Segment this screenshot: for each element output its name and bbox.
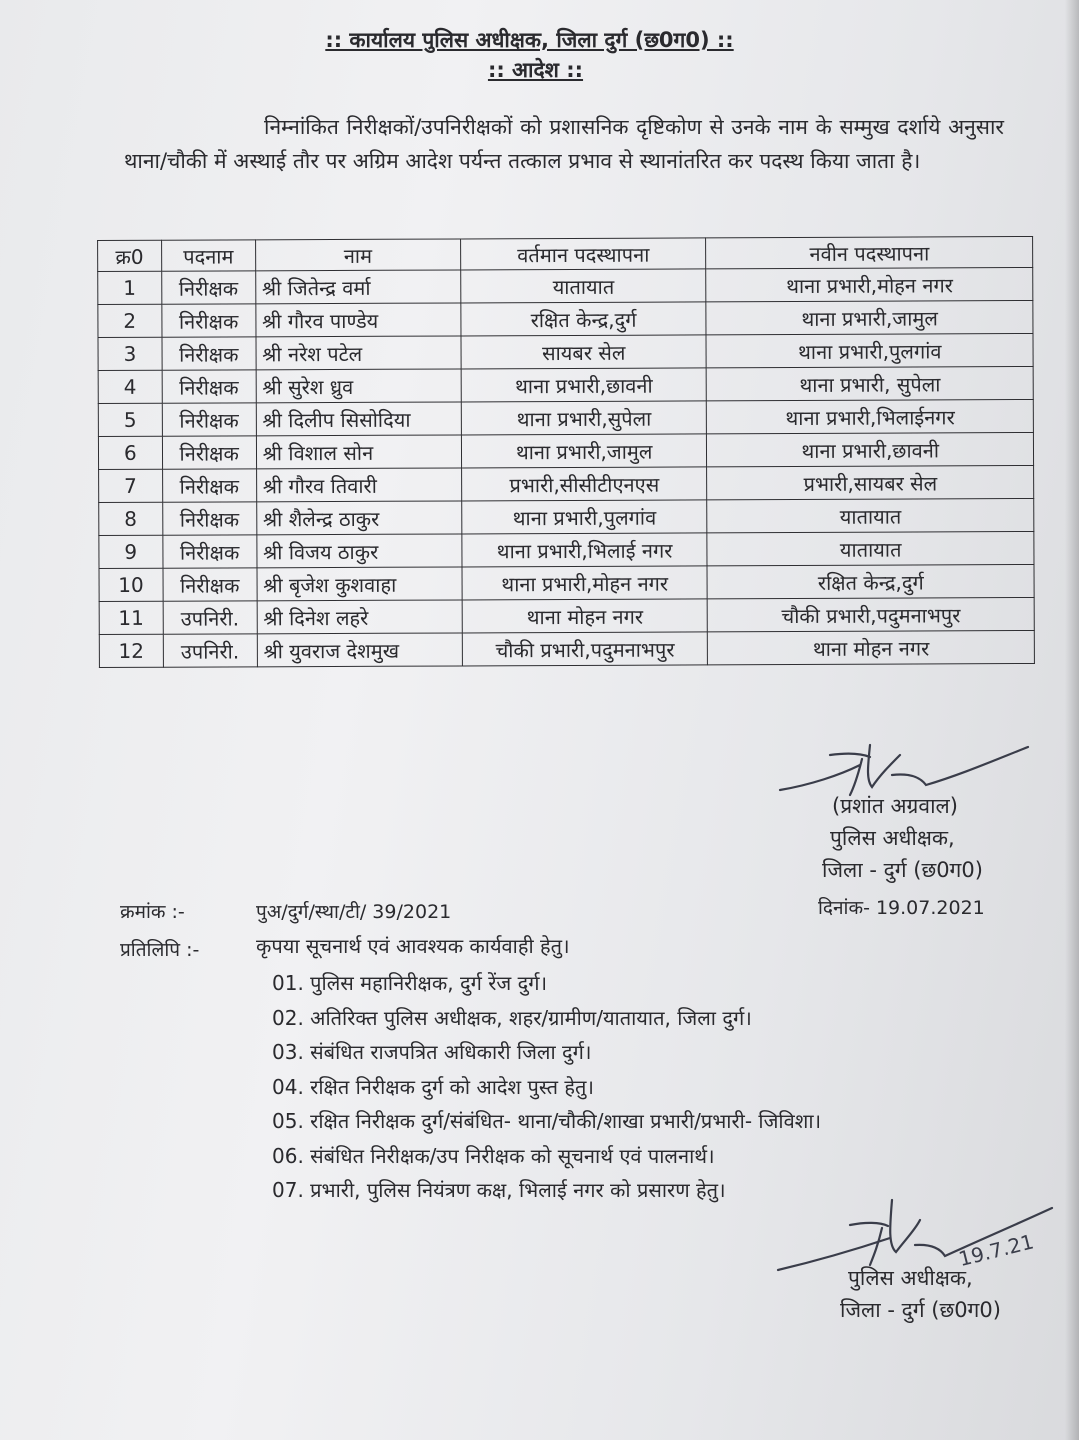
cell-officer-name: श्री विशाल सोन (256, 435, 461, 469)
cell-new-posting: थाना प्रभारी,छावनी (707, 432, 1034, 466)
cell-new-posting: चौकी प्रभारी,पदुमनाभपुर (708, 597, 1035, 631)
table-row (99, 630, 1034, 667)
copy-recipient-list (272, 966, 821, 1208)
cell-new-posting: यातायात (707, 531, 1034, 565)
col-header-rank: पदनाम (161, 240, 255, 271)
cell-serial: 3 (98, 337, 162, 370)
page-edge-shadow (1065, 0, 1079, 1440)
cell-officer-name: श्री सुरेश ध्रुव (256, 369, 461, 403)
table-row (98, 300, 1033, 337)
cell-current-posting: चौकी प्रभारी,पदुमनाभपुर (462, 632, 708, 666)
cell-rank: निरीक्षक (162, 337, 256, 370)
copy-label: प्रतिलिपि :- (120, 939, 200, 961)
intro-paragraph: निम्नांकित निरीक्षकों/उपनिरीक्षकों को प्रशासनिक दृष्टिकोण से उनके नाम के सम्मुख दर्शाये अनुसार थाना/चौकी में अस्थाई तौर पर अग्रिम आदेश पर्यन्त तत्काल प्रभाव से स्थानांतरित कर पदस्थ किया जाता है। (124, 115, 1004, 173)
cell-officer-name: श्री बृजेश कुशवाहा (257, 567, 462, 601)
table-row (99, 531, 1034, 568)
cell-serial: 1 (98, 271, 162, 304)
cell-officer-name: श्री शैलेन्द्र ठाकुर (256, 501, 461, 535)
cell-officer-name: श्री गौरव पाण्डेय (256, 303, 461, 337)
cell-current-posting: थाना प्रभारी,सुपेला (461, 401, 707, 435)
cell-serial: 2 (98, 304, 162, 337)
cell-new-posting: थाना प्रभारी, सुपेला (707, 366, 1034, 400)
col-header-serial: क्र0 (98, 240, 162, 271)
cell-rank: निरीक्षक (162, 370, 256, 403)
cell-rank: निरीक्षक (161, 271, 255, 304)
cell-new-posting: प्रभारी,सायबर सेल (707, 465, 1034, 499)
list-item: 07. प्रभारी, पुलिस नियंत्रण कक्ष, भिलाई नगर को प्रसारण हेतु। (272, 1178, 726, 1202)
table-row (99, 498, 1034, 535)
copy-intro: कृपया सूचनार्थ एवं आवश्यक कार्यवाही हेतु। (256, 934, 570, 958)
transfer-table (97, 236, 1035, 668)
cell-officer-name: श्री युवराज देशमुख (257, 633, 462, 667)
table-row (98, 366, 1033, 403)
table-row (99, 465, 1034, 502)
cell-current-posting: थाना प्रभारी,जामुल (461, 434, 707, 468)
reference-label: क्रमांक :- (120, 901, 185, 923)
signatory-district: जिला - दुर्ग (छ0ग0) (822, 858, 983, 882)
list-item: 02. अतिरिक्त पुलिस अधीक्षक, शहर/ग्रामीण/यातायात, जिला दुर्ग। (272, 1005, 752, 1030)
cell-rank: उपनिरी. (163, 634, 257, 667)
table-row (98, 399, 1033, 436)
list-item: 04. रक्षित निरीक्षक दुर्ग को आदेश पुस्त हेतु। (272, 1074, 594, 1099)
cell-current-posting: रक्षित केन्द्र,दुर्ग (461, 302, 707, 336)
cell-rank: निरीक्षक (162, 403, 256, 436)
cell-officer-name: श्री विजय ठाकुर (257, 534, 462, 568)
cell-rank: निरीक्षक (162, 304, 256, 337)
cell-new-posting: थाना मोहन नगर (708, 630, 1035, 664)
cell-new-posting: यातायात (707, 498, 1034, 532)
col-header-current-posting: वर्तमान पदस्थापना (460, 238, 706, 270)
cell-current-posting: प्रभारी,सीसीटीएनएस (461, 467, 707, 501)
cell-officer-name: श्री जितेन्द्र वर्मा (255, 270, 460, 304)
order-date: दिनांक- 19.07.2021 (818, 897, 985, 919)
cell-serial: 6 (98, 436, 162, 469)
reference-number: पुअ/दुर्ग/स्था/टी/ 39/2021 (256, 901, 452, 923)
cell-rank: निरीक्षक (162, 436, 256, 469)
cell-new-posting: थाना प्रभारी,मोहन नगर (706, 267, 1033, 301)
cell-rank: निरीक्षक (163, 568, 257, 601)
cell-current-posting: थाना मोहन नगर (462, 599, 708, 633)
list-item: 01. पुलिस महानिरीक्षक, दुर्ग रेंज दुर्ग। (272, 971, 548, 995)
cell-officer-name: श्री दिनेश लहरे (257, 600, 462, 634)
cell-current-posting: यातायात (461, 269, 707, 303)
table-row (98, 432, 1033, 469)
cell-current-posting: थाना प्रभारी,भिलाई नगर (462, 533, 708, 567)
table-row (99, 597, 1034, 634)
cell-current-posting: थाना प्रभारी,मोहन नगर (462, 566, 708, 600)
cell-serial: 11 (99, 601, 163, 634)
cell-rank: निरीक्षक (163, 535, 257, 568)
signatory-block (822, 790, 983, 886)
cell-current-posting: थाना प्रभारी,पुलगांव (462, 500, 708, 534)
cell-new-posting: थाना प्रभारी,जामुल (706, 300, 1033, 334)
footer-signature-date: 19.7.21 (956, 1229, 1037, 1272)
signatory-name: (प्रशांत अग्रवाल) (832, 794, 958, 818)
table-header-row (98, 236, 1033, 271)
cell-current-posting: सायबर सेल (461, 335, 707, 369)
office-title: :: कार्यालय पुलिस अधीक्षक, जिला दुर्ग (छ0ग0) :: (325, 28, 734, 52)
list-item: 05. रक्षित निरीक्षक दुर्ग/संबंधित- थाना/चौकी/शाखा प्रभारी/प्रभारी- जिविशा। (272, 1109, 822, 1133)
col-header-new-posting: नवीन पदस्थापना (706, 236, 1033, 268)
col-header-name: नाम (255, 239, 460, 271)
cell-new-posting: थाना प्रभारी,भिलाईनगर (707, 399, 1034, 433)
list-item: 06. संबंधित निरीक्षक/उप निरीक्षक को सूचनार्थ एवं पालनार्थ। (272, 1143, 715, 1168)
cell-serial: 12 (99, 634, 163, 667)
cell-serial: 10 (99, 568, 163, 601)
cell-serial: 5 (98, 403, 162, 436)
cell-serial: 7 (99, 469, 163, 502)
cell-rank: उपनिरी. (163, 601, 257, 634)
cell-officer-name: श्री नरेश पटेल (256, 336, 461, 370)
cell-serial: 9 (99, 535, 163, 568)
cell-officer-name: श्री दिलीप सिसोदिया (256, 402, 461, 436)
cell-serial: 8 (99, 502, 163, 535)
cell-serial: 4 (98, 370, 162, 403)
table-row (99, 564, 1034, 601)
cell-current-posting: थाना प्रभारी,छावनी (461, 368, 707, 402)
footer-signatory-block (840, 1262, 1001, 1326)
table-row (98, 267, 1033, 304)
footer-signatory-district: जिला - दुर्ग (छ0ग0) (840, 1298, 1001, 1322)
table-row (98, 333, 1033, 370)
signatory-designation: पुलिस अधीक्षक, (830, 826, 955, 850)
cell-new-posting: रक्षित केन्द्र,दुर्ग (707, 564, 1034, 598)
cell-officer-name: श्री गौरव तिवारी (256, 468, 461, 502)
cell-rank: निरीक्षक (162, 502, 256, 535)
order-heading: :: आदेश :: (487, 58, 584, 82)
footer-signatory-designation: पुलिस अधीक्षक, (848, 1266, 973, 1290)
list-item: 03. संबंधित राजपत्रित अधिकारी जिला दुर्ग। (272, 1040, 592, 1064)
cell-rank: निरीक्षक (162, 469, 256, 502)
cell-new-posting: थाना प्रभारी,पुलगांव (706, 333, 1033, 367)
